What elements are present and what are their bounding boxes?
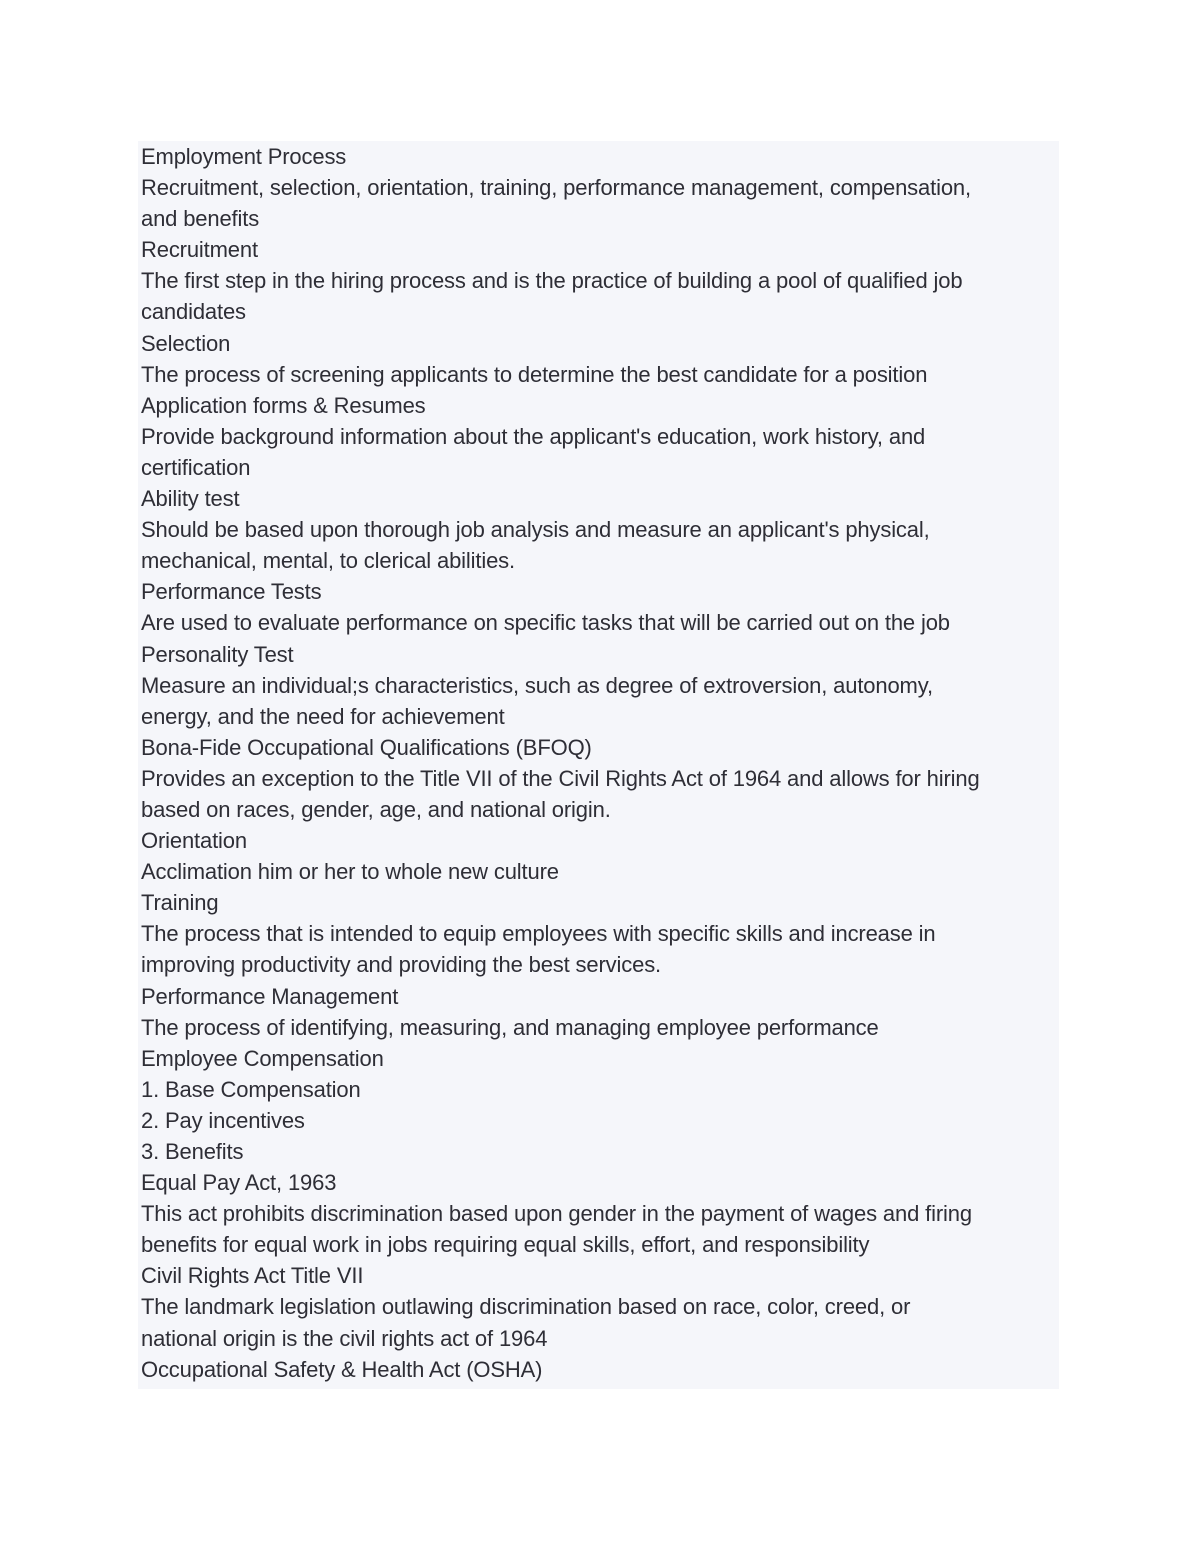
list-item: 2. Pay incentives — [141, 1107, 305, 1133]
definition-line: The process of identifying, measuring, and managing employee performance — [141, 1014, 879, 1040]
term-employee-compensation: Employee Compensation — [141, 1045, 384, 1071]
definition-line: The first step in the hiring process and is the practice of building a pool of qualified job — [141, 268, 963, 294]
term-performance-management: Performance Management — [141, 983, 399, 1009]
definition-line: Are used to evaluate performance on specific tasks that will be carried out on the job — [141, 610, 950, 636]
term-selection: Selection — [141, 330, 231, 356]
definition-line: Should be based upon thorough job analysis and measure an applicant's physical, — [141, 517, 930, 543]
definition-line: based on races, gender, age, and national origin. — [141, 796, 611, 822]
definition-line: Acclimation him or her to whole new culture — [141, 859, 559, 885]
definition-line: national origin is the civil rights act of 1964 — [141, 1325, 548, 1351]
definition-line: The landmark legislation outlawing discrimination based on race, color, creed, or — [141, 1294, 911, 1320]
list-item: 1. Base Compensation — [141, 1076, 361, 1102]
list-item: 3. Benefits — [141, 1139, 244, 1164]
definition-line: This act prohibits discrimination based upon gender in the payment of wages and firing — [141, 1201, 972, 1227]
term-personality-test: Personality Test — [141, 641, 294, 667]
term-orientation: Orientation — [141, 828, 247, 854]
definition-line: benefits for equal work in jobs requiring equal skills, effort, and responsibility — [141, 1232, 870, 1258]
definition-line: mechanical, mental, to clerical abilities. — [141, 548, 515, 574]
definition-line: Provides an exception to the Title VII of the Civil Rights Act of 1964 and allows for hiring — [141, 765, 980, 791]
definition-line: The process of screening applicants to determine the best candidate for a position — [141, 361, 928, 387]
term-employment-process: Employment Process — [141, 144, 347, 169]
term-recruitment: Recruitment — [141, 237, 258, 263]
term-performance-tests: Performance Tests — [141, 579, 322, 605]
definition-line: and benefits — [141, 206, 260, 232]
definition-line: The process that is intended to equip employees with specific skills and increase in — [141, 921, 936, 947]
term-equal-pay-act: Equal Pay Act, 1963 — [141, 1170, 337, 1196]
definition-line: Recruitment, selection, orientation, training, performance management, compensation, — [141, 175, 971, 201]
term-ability-test: Ability test — [141, 486, 240, 512]
document-text-block — [138, 141, 1059, 1389]
definition-line: certification — [141, 454, 251, 480]
term-training: Training — [141, 890, 219, 916]
term-application-forms: Application forms & Resumes — [141, 392, 426, 418]
term-civil-rights-act: Civil Rights Act Title VII — [141, 1263, 364, 1289]
term-osha: Occupational Safety & Health Act (OSHA) — [141, 1356, 543, 1382]
definition-line: energy, and the need for achievement — [141, 703, 505, 729]
definition-line: Provide background information about the applicant's education, work history, and — [141, 423, 926, 449]
definition-line: candidates — [141, 299, 246, 325]
definition-line: improving productivity and providing the best services. — [141, 952, 662, 978]
term-bfoq: Bona-Fide Occupational Qualifications (BFOQ) — [141, 734, 592, 760]
definition-line: Measure an individual;s characteristics, such as degree of extroversion, autonomy, — [141, 672, 933, 698]
